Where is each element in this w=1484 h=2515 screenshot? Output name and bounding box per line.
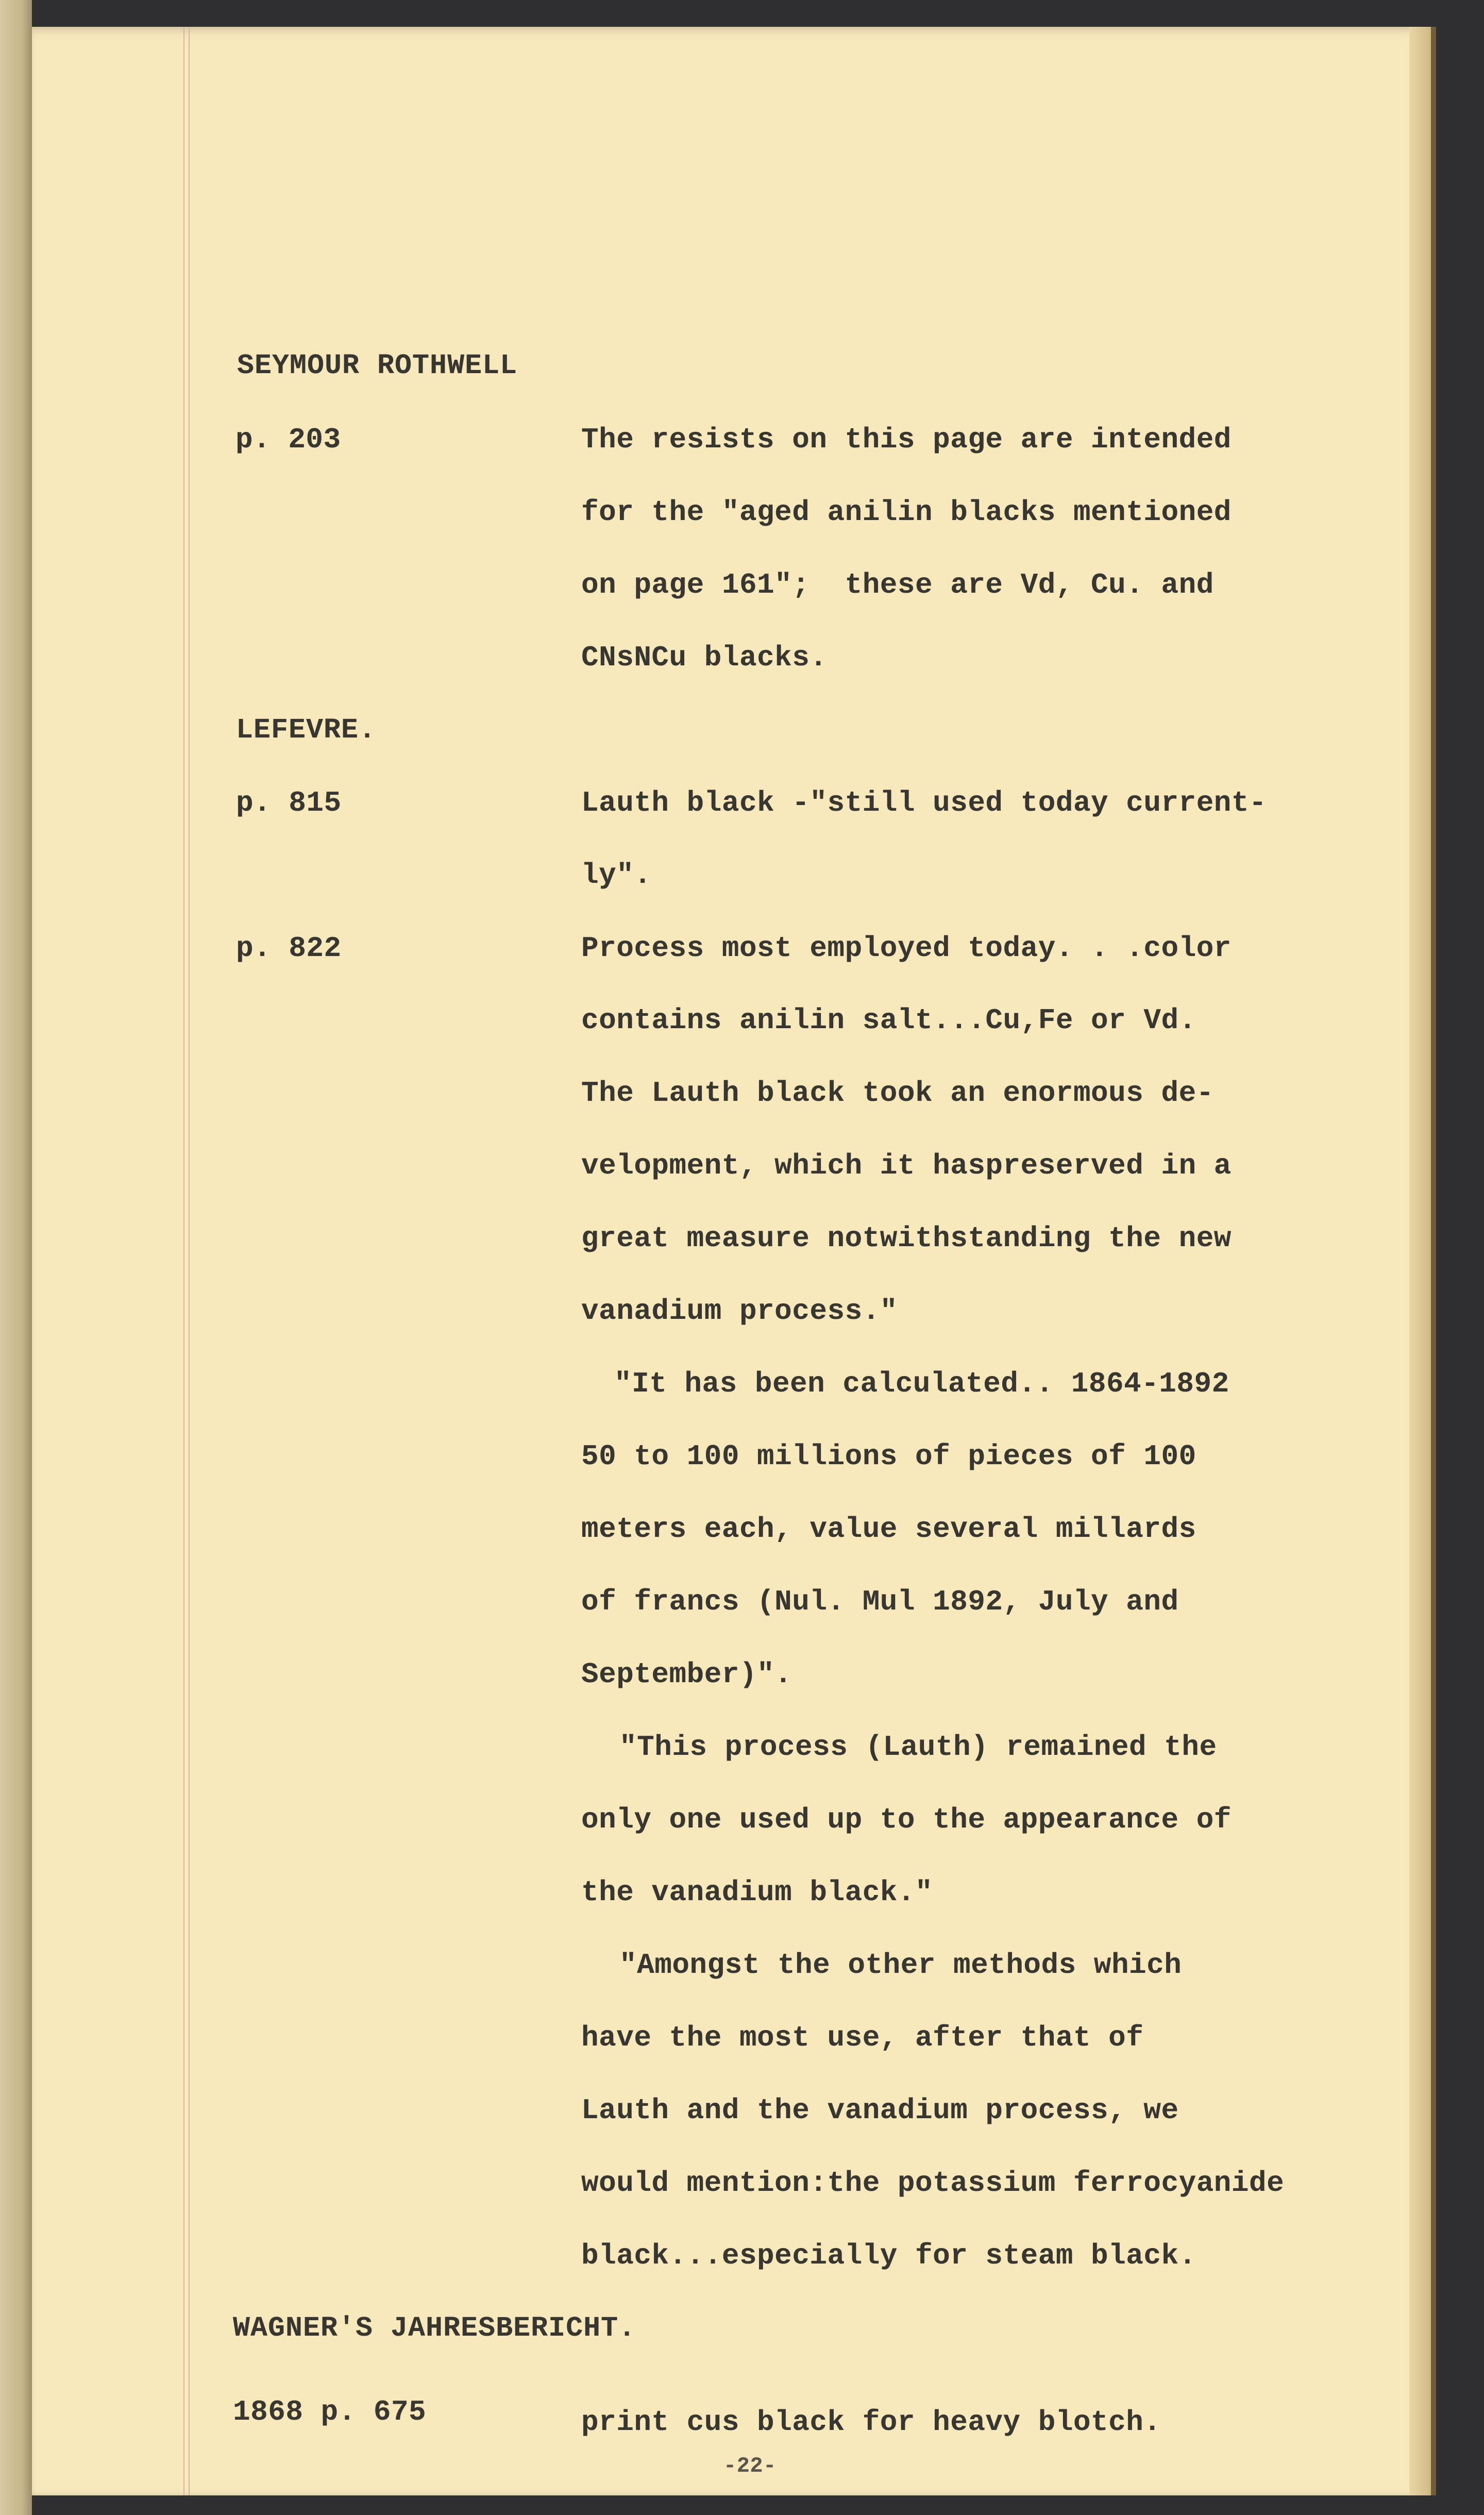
left-page-edge [0,0,32,2515]
text-line: CNsNCu blacks. [581,641,828,674]
reference-p-203: p. 203 [235,423,341,456]
text-line: print cus black for heavy blotch. [581,2406,1161,2439]
text-line: Lauth and the vanadium process, we [581,2094,1179,2127]
text-line: vanadium process." [581,1295,898,1328]
section-heading-seymour-rothwell: SEYMOUR ROTHWELL [237,349,518,382]
text-line: velopment, which it haspreserved in a [581,1149,1232,1182]
margin-rule [189,27,190,2495]
section-heading-wagner: WAGNER'S JAHRESBERICHT. [233,2312,636,2344]
page-number: -22- [723,2454,777,2478]
text-line: meters each, value several millards [581,1513,1196,1546]
text-line: The Lauth black took an enormous de- [581,1077,1214,1110]
section-heading-lefevre: LEFEVRE. [236,714,377,746]
text-line: "Amongst the other methods which [619,1949,1182,1982]
text-line: would mention:the potassium ferrocyanide [581,2167,1285,2200]
text-line: The resists on this page are intended [581,423,1232,456]
text-line: on page 161"; these are Vd, Cu. and [581,568,1214,601]
text-line: black...especially for steam black. [581,2239,1196,2272]
text-line: contains anilin salt...Cu,Fe or Vd. [581,1004,1196,1037]
text-line: 50 to 100 millions of pieces of 100 [581,1440,1196,1473]
text-line: the vanadium black." [581,1876,933,1909]
text-line: Process most employed today. . .color [581,932,1232,965]
text-line: Lauth black -"still used today current- [581,786,1267,819]
reference-1868-p-675: 1868 p. 675 [233,2395,427,2428]
text-line: for the "aged anilin blacks mentioned [581,496,1232,529]
text-line: of francs (Nul. Mul 1892, July and [581,1585,1179,1618]
text-line: have the most use, after that of [581,2021,1144,2054]
right-page-fold [1409,27,1431,2495]
reference-p-822: p. 822 [236,932,342,965]
reference-p-815: p. 815 [236,786,342,819]
text-line: only one used up to the appearance of [581,1803,1232,1836]
text-line: great measure notwithstanding the new [581,1222,1232,1255]
text-line: ly". [581,859,652,892]
text-line: "It has been calculated.. 1864-1892 [614,1367,1229,1400]
text-line: September)". [581,1658,792,1691]
margin-rule [183,27,184,2495]
text-line: "This process (Lauth) remained the [619,1731,1217,1764]
document-page [32,27,1436,2495]
